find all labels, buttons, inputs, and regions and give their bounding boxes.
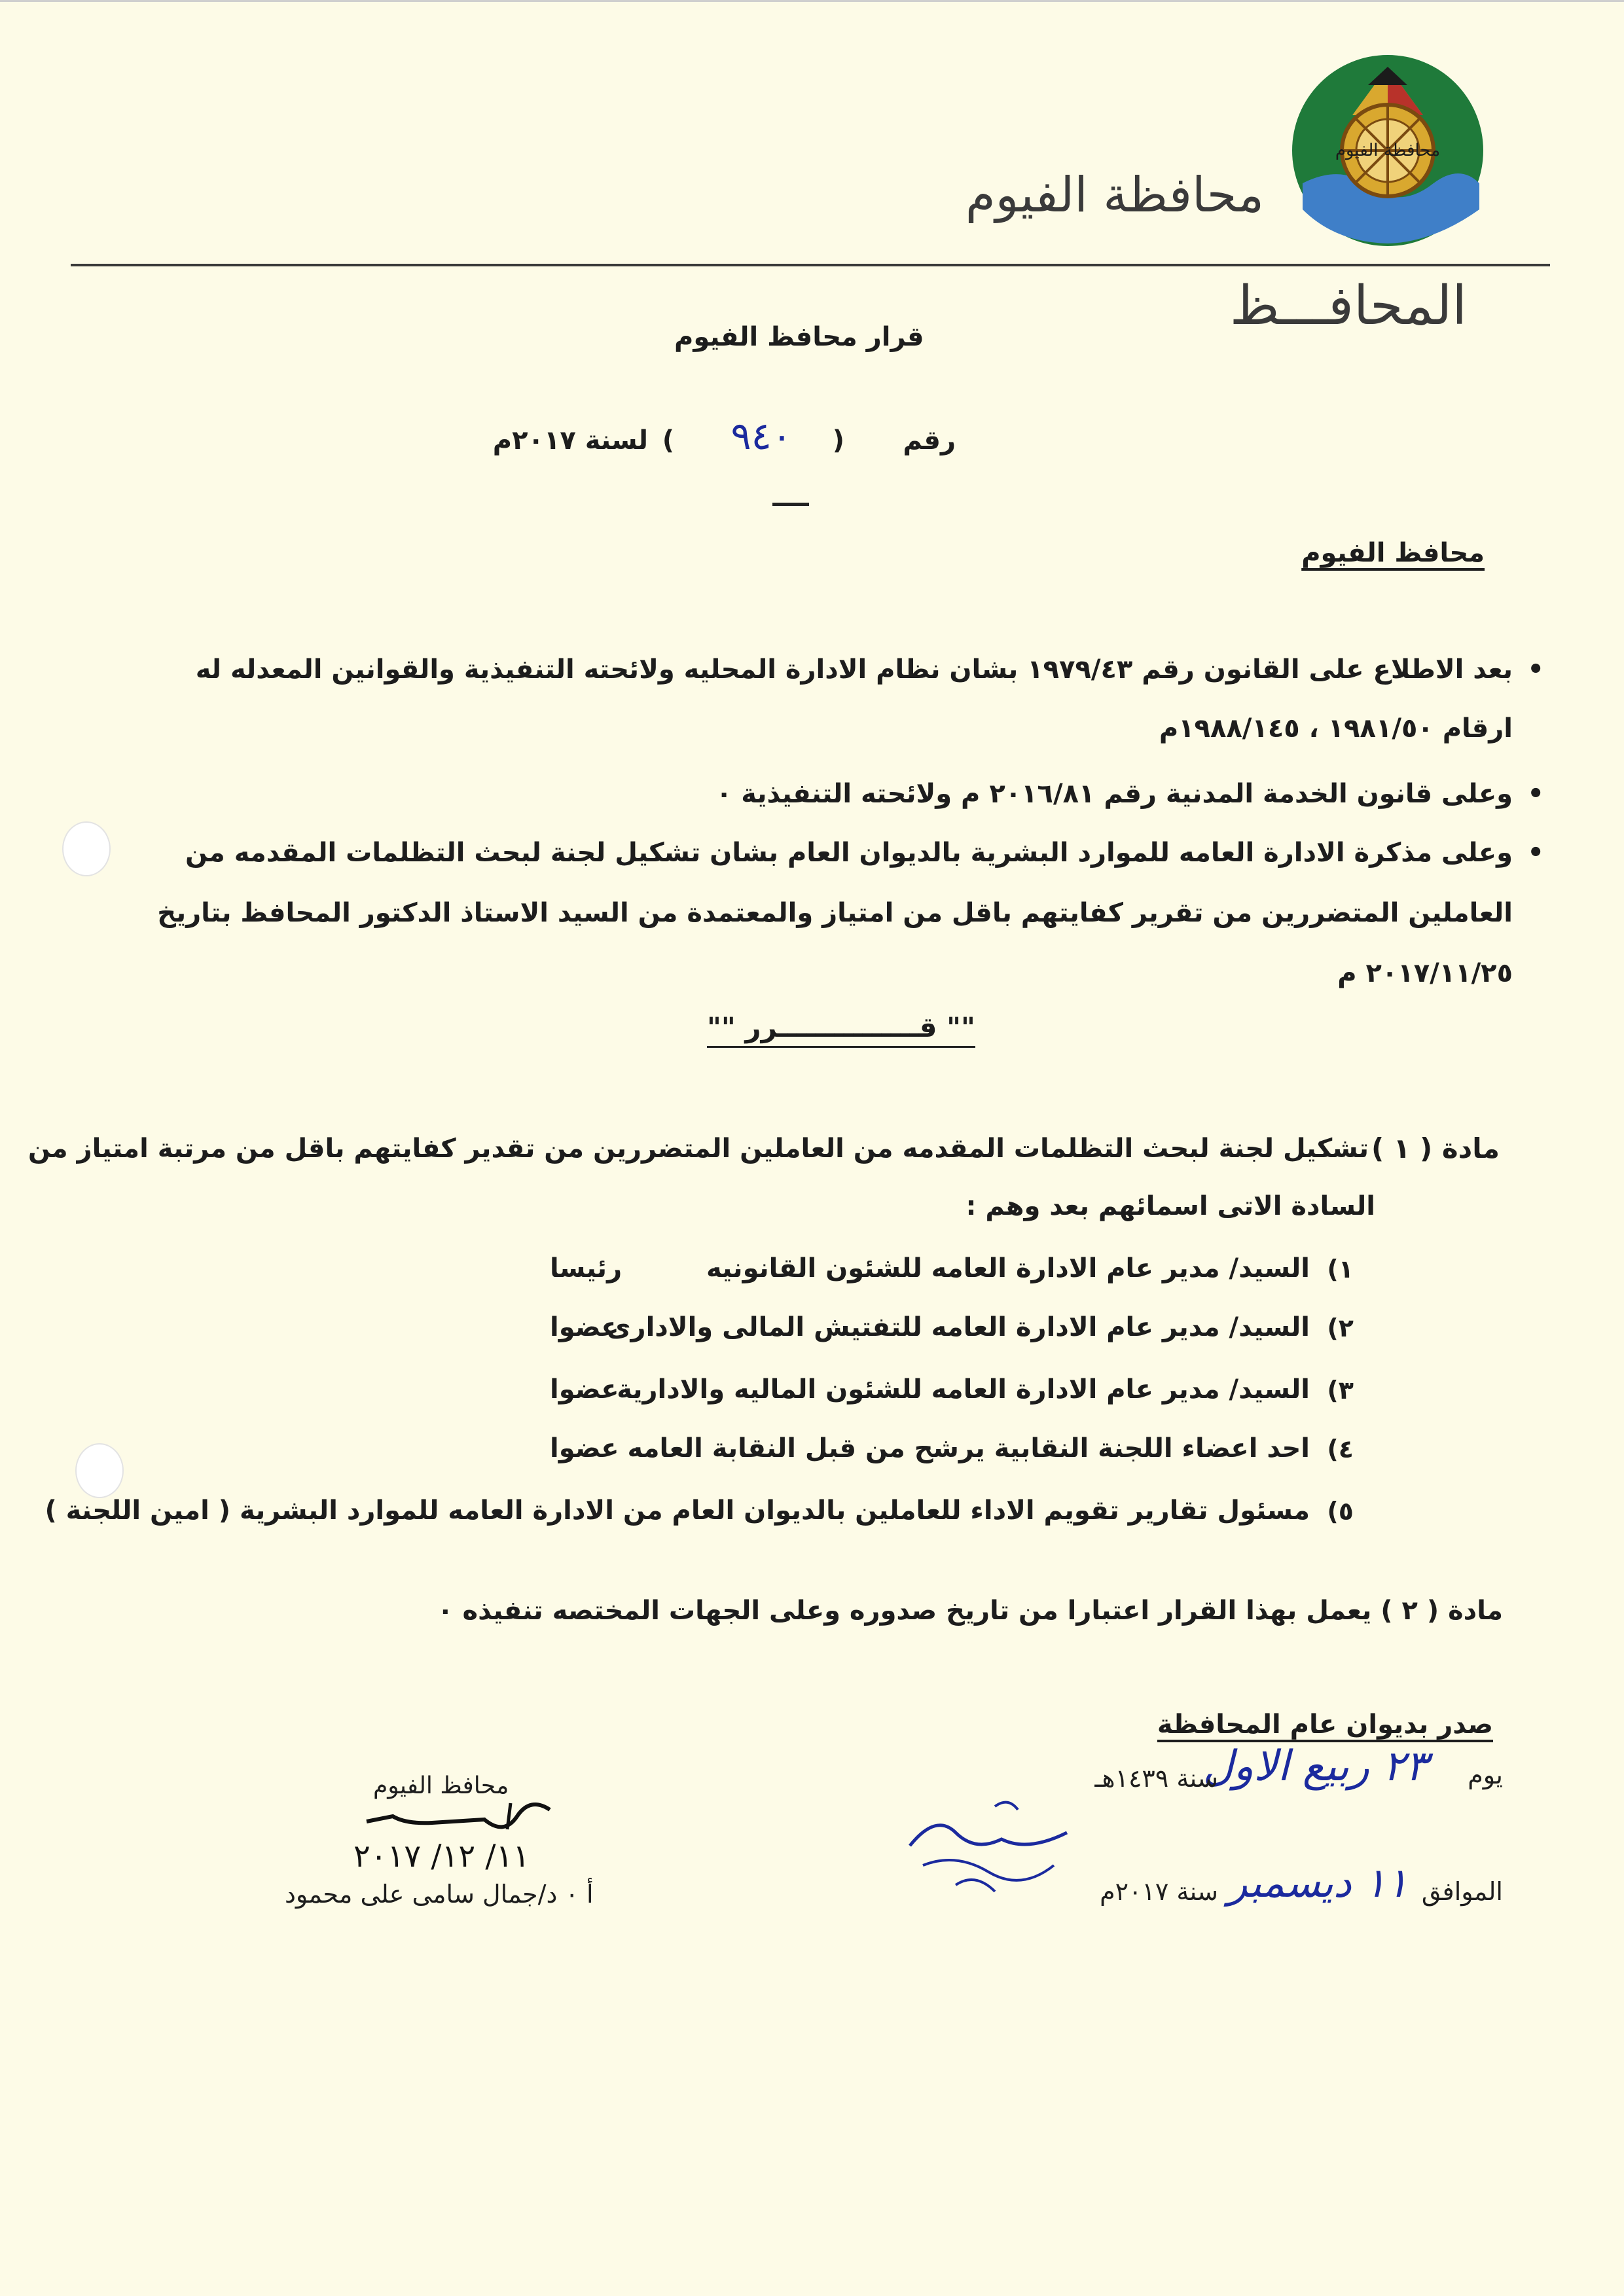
member-role: رئيسا xyxy=(550,1253,623,1283)
preamble-item xyxy=(73,655,1544,746)
member-role: عضوا xyxy=(550,1312,619,1342)
preamble-line: ٢٠١٧/١١/٢٥ م xyxy=(1337,958,1513,988)
svg-text:محافظة الفيوم: محافظة الفيوم xyxy=(1335,141,1441,160)
member-text: السيد/ مدير عام الادارة العامه للشئون الماليه والادارية xyxy=(617,1374,1310,1405)
clerk-initials-signature xyxy=(897,1793,1093,1911)
gregorian-year: سنة ٢٠١٧م xyxy=(1100,1877,1218,1906)
signatory-title: محافظ الفيوم xyxy=(373,1772,509,1799)
member-text: السيد/ مدير عام الادارة العامه للشئون القانونيه xyxy=(706,1253,1310,1283)
member-index: ٢) xyxy=(1327,1314,1354,1342)
governorate-title: محافظة الفيوم xyxy=(965,167,1264,223)
article1-label xyxy=(1371,1132,1500,1164)
hijri-year: سنة ١٤٣٩هـ xyxy=(1094,1764,1218,1793)
bullet-icon: • xyxy=(1527,655,1544,685)
punch-hole xyxy=(62,821,111,876)
number-open-paren: ( xyxy=(832,425,844,456)
addressee-heading: محافظ الفيوم xyxy=(1301,538,1485,568)
preamble-line: بعد الاطلاع على القانون رقم ١٩٧٩/٤٣ بشان نظام الادارة المحليه ولائحته التنفيذية والقوانين المعدله له xyxy=(195,655,1513,685)
center-divider xyxy=(772,503,809,506)
member-text: مسئول تقارير تقويم الاداء للعاملين بالديوان العام من الادارة العامه للموارد البشرية ( امين اللجنة ) xyxy=(45,1496,1310,1526)
preamble-line: ارقام ١٩٨١/٥٠ ، ١٩٨٨/١٤٥م xyxy=(1159,713,1513,744)
bullet-icon: • xyxy=(1527,779,1544,809)
number-close-paren: ) xyxy=(662,425,674,456)
header-divider xyxy=(71,264,1550,266)
preamble-item xyxy=(73,838,1544,988)
preamble-line: وعلى مذكرة الادارة العامه للموارد البشرية بالديوان العام بشان تشكيل لجنة لبحث التظلمات المقدمه من xyxy=(185,838,1513,868)
page-top-edge xyxy=(0,0,1624,2)
decides-heading: "" قـــــــــــــــرر "" xyxy=(707,1011,975,1048)
article-label: مادة xyxy=(1441,1132,1500,1164)
preamble-line: وعلى قانون الخدمة المدنية رقم ٢٠١٦/٨١ م ولائحته التنفيذية ٠ xyxy=(715,779,1513,809)
decision-heading: قرار محافظ الفيوم xyxy=(674,322,924,352)
member-text: احد اعضاء اللجنة النقابية يرشح من قبل النقابة العامه xyxy=(627,1433,1310,1463)
punch-hole xyxy=(75,1443,124,1498)
governorate-emblem-logo xyxy=(1290,52,1486,249)
preamble-item xyxy=(73,779,1544,818)
equivalent-label: الموافق xyxy=(1421,1877,1503,1906)
member-role: عضوا xyxy=(550,1374,619,1405)
member-index: ٥) xyxy=(1327,1497,1354,1526)
member-index: ١) xyxy=(1327,1255,1354,1283)
day-label: يوم xyxy=(1468,1761,1503,1789)
signature-date: ١١/ ١٢/ ٢٠١٧ xyxy=(353,1838,530,1874)
governor-name: أ ٠ د/جمال سامى على محمود xyxy=(285,1880,594,1909)
preamble-line: العاملين المتضررين من تقرير كفايتهم باقل من امتياز والمعتمدة من السيد الاستاذ الدكتور المحافظ بتاريخ xyxy=(157,898,1513,928)
article-number: ( ١ ) xyxy=(1371,1132,1433,1164)
decision-year: لسنة ٢٠١٧م xyxy=(492,425,648,456)
hijri-date-handwritten: ٢٣ ربيع الاول xyxy=(1202,1742,1428,1791)
decision-number-line xyxy=(492,414,956,471)
number-prefix: رقم xyxy=(903,425,956,456)
bullet-icon: • xyxy=(1527,838,1544,868)
member-text: السيد/ مدير عام الادارة العامه للتفتيش المالى والادارى xyxy=(606,1312,1310,1342)
member-index: ٣) xyxy=(1327,1376,1354,1405)
member-index: ٤) xyxy=(1327,1435,1354,1463)
gregorian-date-handwritten: ١١ ديسمبر xyxy=(1227,1859,1408,1907)
article2-text: مادة ( ٢ ) يعمل بهذا القرار اعتبارا من تاريخ صدوره وعلى الجهات المختصه تنفيذه ٠ xyxy=(437,1596,1503,1626)
article1-text: تشكيل لجنة لبحث التظلمات المقدمه من العاملين المتضررين من تقدير كفايتهم باقل من مرتبة امتياز من xyxy=(27,1134,1369,1164)
article1-continuation: السادة الاتى اسمائهم بعد وهم : xyxy=(965,1191,1375,1221)
decision-number-handwritten: ٩٤٠ xyxy=(731,414,792,458)
member-role: عضوا xyxy=(550,1433,619,1463)
issued-at-label: صدر بديوان عام المحافظة xyxy=(1157,1710,1493,1740)
office-title: المحافـــظ xyxy=(1229,275,1467,337)
